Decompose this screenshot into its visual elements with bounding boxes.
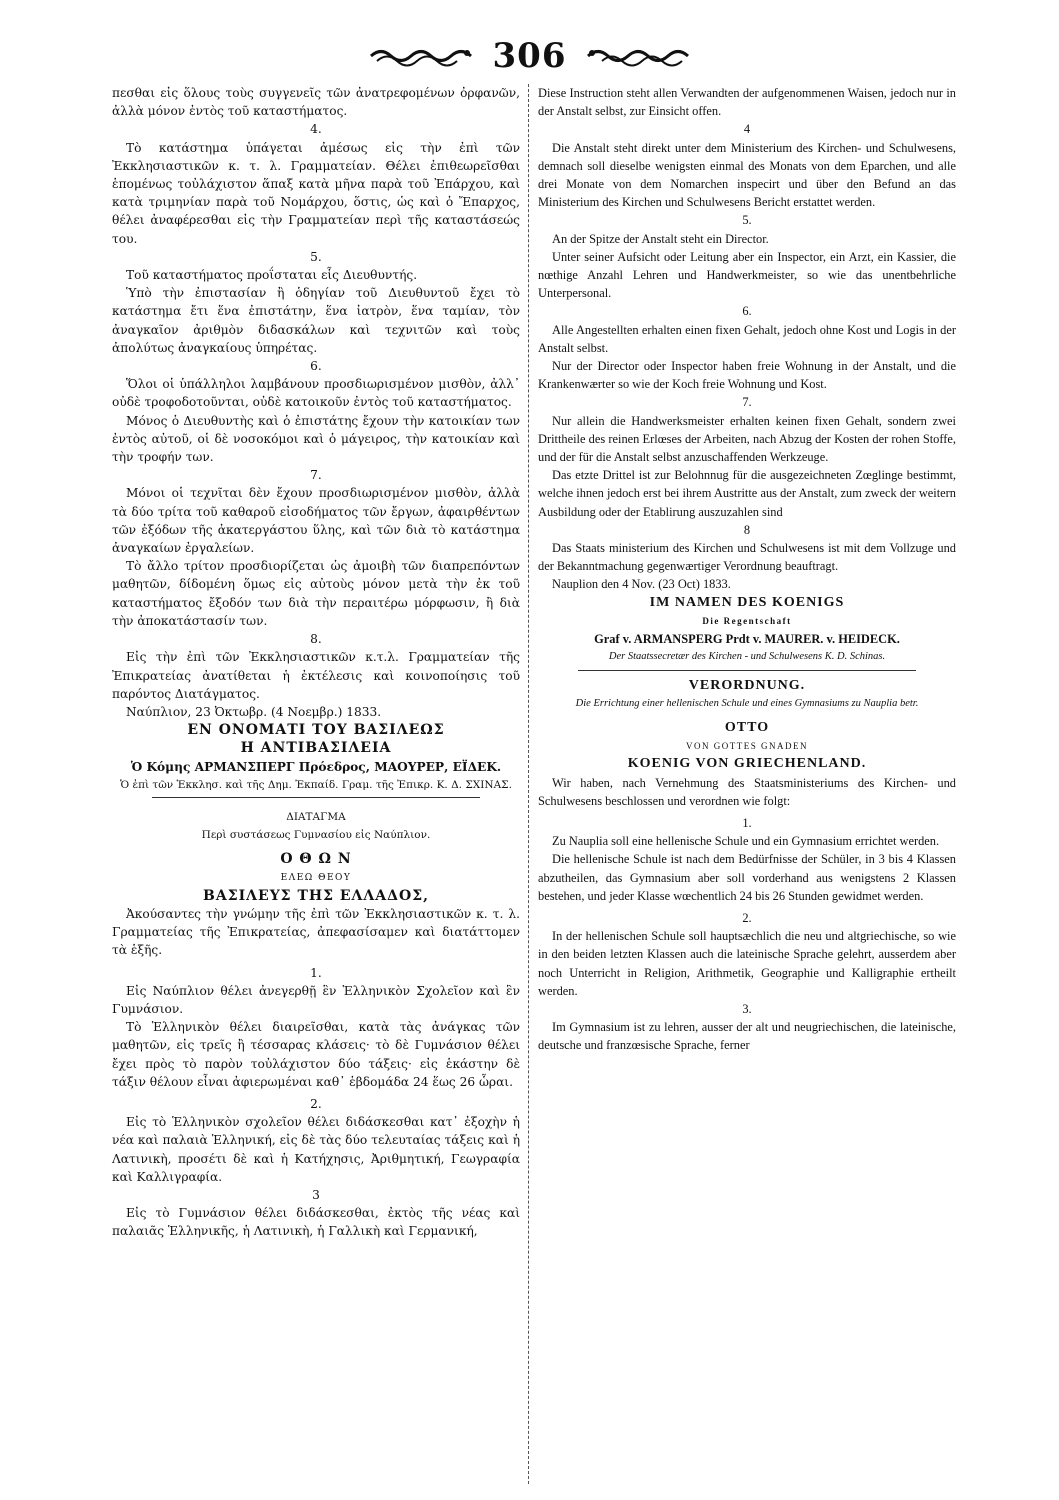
- greek-column: [112, 84, 520, 1241]
- paragraph: Τὸ ἄλλο τρίτον προσδιορίζεται ὡς ἀμοιβὴ τῶν διαπρεπόντων μαθητῶν, δίδομένη ὅμως εἰς αὐτοὺς μόνον μετὰ τὴν ἐκ τοῦ καταστήματος ἔξοδόν των διὰ τὴν περαιτέρω μόρφωσιν, ἢ διὰ τὴν ἀποκατάστασίν των.: [112, 559, 520, 628]
- section-number: 3: [312, 1187, 320, 1202]
- section-number: 2.: [310, 1096, 322, 1111]
- section-number: 4: [743, 122, 751, 137]
- separator-rule: [578, 670, 916, 671]
- signatories: Ὁ Κόμης ΑΡΜΑΝΣΠΕΡΓ Πρόεδρος, ΜΑΟΥΡΕΡ, ΕΪΔΕΚ.: [130, 759, 502, 774]
- secretary-line: Der Staatssecretær des Kirchen - und Schulwesens K. D. Schinas.: [608, 651, 886, 663]
- decree-subtitle: Περὶ συστάσεως Γυμνασίου εἰς Ναύπλιον.: [201, 829, 431, 842]
- signatories: Graf v. ARMANSPERG Prdt v. MAURER. v. HEIDECK.: [594, 632, 900, 647]
- paragraph: Das etzte Drittel ist zur Belohnnug für die ausgezeichneten Zœglinge bestimmt, welche ihnen jedoch erst bei ihrem Austritte aus der Anstalt, zum zweck der weitern Ausbildung oder der Etablirung auszuzahlen sind: [538, 468, 956, 519]
- paragraph: Ὅλοι οἱ ὑπάλληλοι λαμβάνουν προσδιωρισμένον μισθὸν, ἀλλ᾽ οὐδὲ τροφοδοτοῦνται, οὐδὲ κατοικοῦν ἐντὸς τοῦ καταστήματος.: [112, 377, 520, 410]
- paragraph: Nur der Director oder Inspector haben freie Wohnung in der Anstalt, und die Krankenwærter so wie der Koch freie Wohnung und Kost.: [538, 359, 956, 392]
- paragraph: Τὸ Ἑλληνικὸν θέλει διαιρεῖσθαι, κατὰ τὰς ἀνάγκας τῶν μαθητῶν, εἰς τρεῖς ἢ τέσσαρας κλάσεις· τὸ δὲ Γυμνάσιον θέλει ἔχει πρὸς τὸ παρὸν τοὐλάχιστον δύο τάξεις· εἰς ἑκάστην δὲ τάξιν θέλουν εἶναι ἀφιερωμέναι καθ᾽ ἑβδομάδα 24 ἕως 26 ὧραι.: [112, 1020, 520, 1089]
- paragraph: Das Staats ministerium des Kirchen und Schulwesens ist mit dem Vollzuge und der Bekanntmachung gegenwærtiger Verordnung beauftragt.: [538, 541, 956, 574]
- section-number: 7.: [310, 468, 322, 483]
- paragraph: Εἰς τὸ Ἑλληνικὸν σχολεῖον θέλει διδάσκεσθαι κατ᾽ ἐξοχὴν ἡ νέα καὶ παλαιὰ Ἑλληνική, εἰς δὲ τὰς δύο τελευταίας τάξεις καὶ ἡ Λατινικὴ, προσέτι δὲ καὶ ἡ Κατήχησις, Ἀριθμητική, Γεωγραφία καὶ Καλλιγραφία.: [112, 1115, 520, 1184]
- page-header: [0, 36, 1059, 76]
- decree-title: VERORDNUNG.: [688, 677, 806, 693]
- paragraph: Wir haben, nach Vernehmung des Staatsministeriums des Kirchen- und Schulwesens beschlossen und verordnen wie folgt:: [538, 775, 956, 808]
- otto-heading: OTTO: [724, 719, 770, 735]
- grace-heading: ΕΛΕΩ ΘΕΟΥ: [280, 872, 352, 883]
- king-heading: ΒΑΣΙΛΕΥΣ ΤΗΣ ΕΛΛΑΔΟΣ,: [203, 887, 429, 904]
- paragraph: Τοῦ καταστήματος προΐσταται εἷς Διευθυντής.: [126, 268, 418, 283]
- paragraph: Ὑπὸ τὴν ἐπιστασίαν ἢ ὁδηγίαν τοῦ Διευθυντοῦ ἔχει τὸ κατάστημα ἔτι ἕνα ἐπιστάτην, ἕνα ἰατρὸν, ἕνα ταμίαν, τὸν ἀναγκαῖον ἀριθμὸν διδασκάλων καὶ τεχνιτῶν καὶ τοὺς ἀπολύτως ἀναγκαίους ὑπηρέτας.: [112, 286, 520, 355]
- german-column: [538, 84, 956, 1055]
- paragraph: Εἰς τὸ Γυμνάσιον θέλει διδάσκεσθαι, ἐκτὸς τῆς νέας καὶ παλαιᾶς Ἑλληνικῆς, ἡ Λατινικὴ, ἡ Γαλλικὴ καὶ Γερμανική,: [112, 1206, 520, 1239]
- paragraph: Τὸ κατάστημα ὑπάγεται ἀμέσως εἰς τὴν ἐπὶ τῶν Ἐκκλησιαστικῶν κ. τ. λ. Γραμματείαν. Θέλει ἐπιθεωρεῖσθαι ἑπομένως τοὐλάχιστον ἅπαξ κατὰ μῆνα παρὰ τοῦ Ἐπάρχου, καὶ κατὰ τριμηνίαν παρὰ τοῦ Νομάρχου, ὅστις, ὡς καὶ ὁ Ἔπαρχος, θέλει ἀναφέρεσθαι εἰς τὴν Γραμματείαν περὶ τῆς καταστάσεώς του.: [112, 140, 520, 246]
- section-number: 8: [743, 522, 751, 537]
- section-number: 1.: [310, 965, 322, 980]
- date-line: Nauplion den 4 Nov. (23 Oct) 1833.: [552, 577, 731, 592]
- section-number: 3.: [742, 1001, 752, 1016]
- otto-heading: Ο Θ Ω Ν: [280, 851, 352, 868]
- paragraph: Nur allein die Handwerksmeister erhalten keinen fixen Gehalt, sondern zwei Drittheile des reinen Erlœses der Arbeiten, nach Abzug der Kosten der rohen Stoffe, und der für die Anstalt selbst anzuschaffenden Werkzeuge.: [538, 413, 956, 465]
- paragraph: Alle Angestellten erhalten einen fixen Gehalt, jedoch ohne Kost und Logis in der Anstalt selbst.: [538, 322, 956, 355]
- decree-subtitle: Die Errichtung einer hellenischen Schule und eines Gymnasiums zu Nauplia betr.: [575, 697, 919, 709]
- right-ornament-icon: [582, 45, 692, 67]
- page-number: 306: [492, 36, 567, 76]
- section-number: 6.: [310, 359, 322, 374]
- paragraph: Unter seiner Aufsicht oder Leitung aber ein Inspector, ein Arzt, ein Kassier, die nœthige Anzahl Lehren und Handwerkmeister, so wie das unentbehrliche Unterpersonal.: [538, 249, 956, 301]
- separator-rule: [152, 797, 480, 798]
- section-number: 5.: [742, 213, 752, 228]
- section-number: 6.: [742, 304, 752, 319]
- section-number: 4.: [310, 122, 322, 137]
- section-number: 2.: [742, 910, 752, 925]
- regency-heading: Die Regentschaft: [702, 615, 792, 626]
- date-line: Ναύπλιον, 23 Ὀκτωβρ. (4 Νοεμβρ.) 1833.: [126, 704, 382, 719]
- paragraph: Im Gymnasium ist zu lehren, ausser der alt und neugriechischen, die lateinische, deutsche und franzœsische Sprache, ferner: [538, 1020, 956, 1053]
- paragraph: Μόνος ὁ Διευθυντὴς καὶ ὁ ἐπιστάτης ἔχουν τὴν κατοικίαν των ἐντὸς αὐτοῦ, οἱ δὲ νοσοκόμοι καὶ ὁ μάγειρος, τὴν κατοικίαν καὶ τὴν τροφήν των.: [112, 413, 520, 465]
- paragraph: Diese Instruction steht allen Verwandten der aufgenommenen Waisen, jedoch nur in der Anstalt selbst, zur Einsicht offen.: [538, 86, 956, 119]
- paragraph: Die Anstalt steht direkt unter dem Ministerium des Kirchen- und Schulwesens, demnach soll dieselbe wenigsten einmal des Monats von dem Eparchen, und alle drei Monate von dem Nomarchen inspecirt und über den Befund an das Ministerium des Kirchen und Schulwesens Bericht erstattet werden.: [538, 140, 956, 210]
- paragraph: Εἰς τὴν ἐπὶ τῶν Ἐκκλησιαστικῶν κ.τ.λ. Γραμματείαν τῆς Ἐπικρατείας ἀνατίθεται ἡ ἐκτέλεσις καὶ κοινοποίησις τοῦ παρόντος Διατάγματος.: [112, 650, 520, 701]
- paragraph: In der hellenischen Schule soll hauptsæchlich die neu und altgriechische, so wie in den beiden letzten Klassen auch die lateinische Sprache gelehrt, ausserdem aber noch Unterricht in Religion, Arithmetik, Geographie und Kalligraphie ertheilt werden.: [538, 929, 956, 998]
- section-number: 8.: [310, 632, 322, 647]
- column-divider: [528, 84, 529, 1484]
- paragraph: Zu Nauplia soll eine hellenische Schule und ein Gymnasium errichtet werden.: [552, 834, 940, 849]
- paragraph: πεσθαι εἰς ὅλους τοὺς συγγενεῖς τῶν ἀνατρεφομένων ὀρφανῶν, ἀλλὰ μόνον ἐντὸς τοῦ καταστήματος.: [112, 86, 520, 119]
- section-number: 5.: [310, 249, 322, 264]
- paragraph: Μόνοι οἱ τεχνῖται δὲν ἔχουν προσδιωρισμένον μισθὸν, ἀλλὰ τὰ δύο τρίτα τοῦ καθαροῦ εἰσοδήματος τῶν ἔργων, ἀφαιρθέντων τῶν ἐξόδων τῆς ἀκατεργάστου ὕλης, καὶ τῶν διὰ τὸ κατάστημα ἀναγκαίων ἐργαλείων.: [112, 486, 520, 556]
- grace-heading: VON GOTTES GNADEN: [686, 741, 808, 752]
- section-number: 1.: [742, 815, 752, 830]
- paragraph: Εἰς Ναύπλιον θέλει ἀνεγερθῇ ἓν Ἑλληνικὸν Σχολεῖον καὶ ἓν Γυμνάσιον.: [112, 983, 520, 1016]
- in-name-heading: IM NAMEN DES KOENIGS: [649, 594, 845, 610]
- regency-heading: Η ΑΝΤΙΒΑΣΙΛΕΙΑ: [240, 740, 392, 757]
- paragraph: Ἀκούσαντες τὴν γνώμην τῆς ἐπὶ τῶν Ἐκκλησιαστικῶν κ. τ. λ. Γραμματείας τῆς Ἐπικρατείας, ἀπεφασίσαμεν καὶ διατάττομεν τὰ ἑξῆς.: [112, 906, 520, 958]
- in-name-heading: ΕΝ ΟΝΟΜΑΤΙ ΤΟΥ ΒΑΣΙΛΕΩΣ: [187, 722, 445, 739]
- left-ornament-icon: [367, 45, 477, 67]
- secretary-line: Ὁ ἐπὶ τῶν Ἐκκλησ. καὶ τῆς Δημ. Ἐκπαίδ. Γραμ. τῆς Ἐπικρ. Κ. Δ. ΣΧΙΝΑΣ.: [120, 778, 512, 791]
- king-heading: KOENIG VON GRIECHENLAND.: [627, 756, 867, 772]
- section-number: 7.: [742, 395, 752, 410]
- paragraph: Die hellenische Schule ist nach dem Bedürfnisse der Schüler, in 3 bis 4 Klassen abzutheilen, das Gymnasium aber soll vorderhand aus wenigstens 2 Klassen bestehen, und jeder Klasse wœchentlich 24 bis 26 Stunden gewidmet werden.: [538, 852, 956, 903]
- decree-title: ΔΙΑΤΑΓΜΑ: [286, 810, 346, 823]
- paragraph: An der Spitze der Anstalt steht ein Director.: [552, 231, 769, 246]
